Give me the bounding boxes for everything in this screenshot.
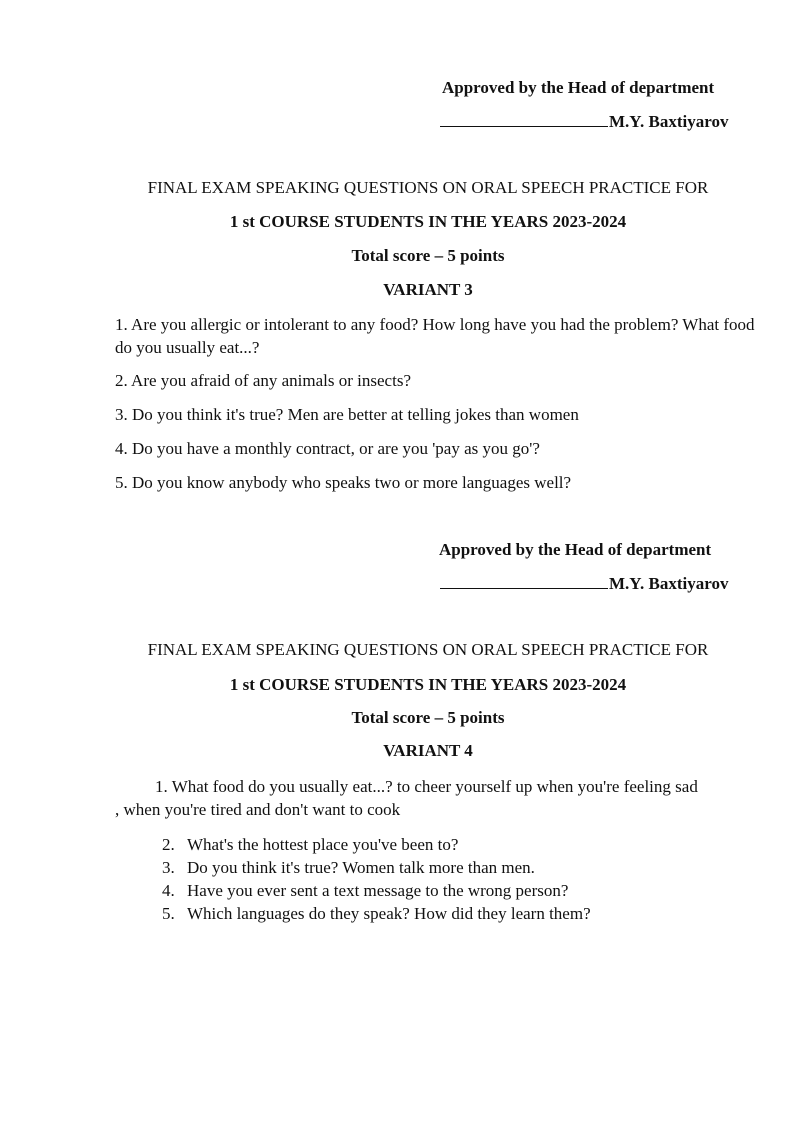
total-score: Total score – 5 points	[351, 246, 505, 265]
question-item: 1. Are you allergic or intolerant to any food? How long have you had the problem? What food do you usually eat...?	[115, 315, 755, 357]
variant-heading: VARIANT 4	[383, 741, 473, 760]
total-score: Total score – 5 points	[351, 708, 505, 727]
exam-title-line2: 1 st COURSE STUDENTS IN THE YEARS 2023-2024	[229, 212, 627, 231]
variant-heading: VARIANT 3	[383, 280, 473, 299]
question-item: 3. Do you think it's true? Men are better at telling jokes than women	[115, 405, 579, 424]
question-item-continuation: , when you're tired and don't want to cook	[115, 800, 401, 819]
signature-blank	[440, 112, 608, 127]
signature-blank	[440, 574, 608, 589]
question-item	[162, 833, 458, 856]
question-item	[162, 856, 535, 879]
signatory-name: M.Y. Baxtiyarov	[609, 574, 729, 593]
question-item	[162, 902, 591, 925]
signature-line	[440, 574, 728, 594]
question-item: 5. Do you know anybody who speaks two or more languages well?	[115, 473, 572, 492]
question-text: Have you ever sent a text message to the wrong person?	[187, 881, 569, 900]
question-item: 1. What food do you usually eat...? to cheer yourself up when you're feeling sad	[155, 777, 698, 796]
exam-title-line1: FINAL EXAM SPEAKING QUESTIONS ON ORAL SPEECH PRACTICE FOR	[147, 178, 709, 197]
question-text: What's the hottest place you've been to?	[187, 835, 459, 854]
signature-line	[440, 112, 728, 132]
exam-title-line1: FINAL EXAM SPEAKING QUESTIONS ON ORAL SPEECH PRACTICE FOR	[147, 640, 709, 659]
signatory-name: M.Y. Baxtiyarov	[609, 112, 729, 131]
question-text: Do you think it's true? Women talk more than men.	[187, 858, 535, 877]
question-item: 2. Are you afraid of any animals or insects?	[115, 371, 411, 390]
question-number: 4.	[162, 881, 175, 900]
approval-heading: Approved by the Head of department	[439, 540, 712, 559]
question-number: 2.	[162, 835, 175, 854]
question-number: 5.	[162, 904, 175, 923]
question-text: Which languages do they speak? How did they learn them?	[187, 904, 591, 923]
exam-title-line2: 1 st COURSE STUDENTS IN THE YEARS 2023-2024	[229, 675, 627, 694]
question-item: 4. Do you have a monthly contract, or are you 'pay as you go'?	[115, 439, 540, 458]
question-item	[162, 879, 568, 902]
approval-heading: Approved by the Head of department	[442, 78, 715, 97]
question-number: 3.	[162, 858, 175, 877]
